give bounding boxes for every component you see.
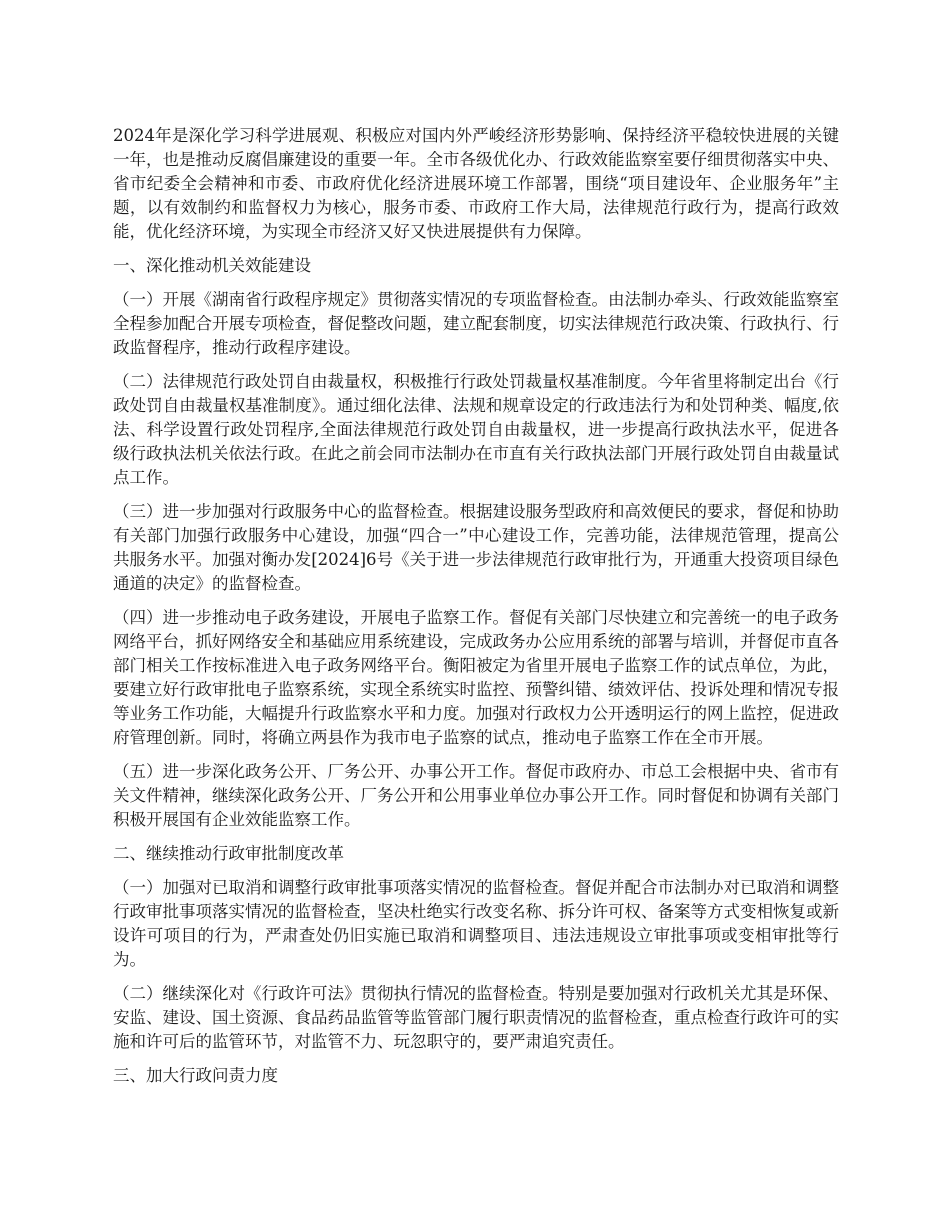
body-paragraph: （二）法律规范行政处罚自由裁量权，积极推行行政处罚裁量权基准制度。今年省里将制定出台《行政处罚自由裁量权基准制度》。通过细化法律、法规和规章设定的行政违法行为和处罚种类、幅度,依法、科学设置行政处罚程序,全面法律规范行政处罚自由裁量权，进一步提高行政执法水平，促进各级行政执法机关依法行政。在此之前会同市法制办在市直有关行政执法部门开展行政处罚自由裁量试点工作。	[113, 372, 839, 487]
document-page	[113, 124, 839, 1098]
section-heading-3: 三、加大行政问责力度	[113, 1066, 278, 1085]
body-paragraph: （一）加强对已取消和调整行政审批事项落实情况的监督检查。督促并配合市法制办对已取消和调整行政审批事项落实情况的监督检查，坚决杜绝实行改变名称、拆分许可权、备案等方式变相恢复或新设许可项目的行为，严肃查处仍旧实施已取消和调整项目、违法违规设立审批事项或变相审批等行为。	[113, 878, 839, 969]
section-heading-1: 一、深化推动机关效能建设	[113, 256, 311, 275]
body-paragraph: （五）进一步深化政务公开、厂务公开、办事公开工作。督促市政府办、市总工会根据中央、省市有关文件精神，继续深化政务公开、厂务公开和公用事业单位办事公开工作。同时督促和协调有关部门积极开展国有企业效能监察工作。	[113, 762, 839, 829]
intro-paragraph: 2024年是深化学习科学进展观、积极应对国内外严峻经济形势影响、保持经济平稳较快进展的关键一年，也是推动反腐倡廉建设的重要一年。全市各级优化办、行政效能监察室要仔细贯彻落实中央、省市纪委全会精神和市委、市政府优化经济进展环境工作部署，围绕“项目建设年、企业服务年”主题，以有效制约和监督权力为核心，服务市委、市政府工作大局，法律规范行政行为，提高行政效能，优化经济环境，为实现全市经济又好又快进展提供有力保障。	[113, 126, 839, 241]
section-heading-2: 二、继续推动行政审批制度改革	[113, 844, 344, 863]
body-paragraph: （一）开展《湖南省行政程序规定》贯彻落实情况的专项监督检查。由法制办牵头、行政效能监察室全程参加配合开展专项检查，督促整改问题，建立配套制度，切实法律规范行政决策、行政执行、行政监督程序，推动行政程序建设。	[113, 290, 839, 357]
body-paragraph: （二）继续深化对《行政许可法》贯彻执行情况的监督检查。特别是要加强对行政机关尤其是环保、安监、建设、国土资源、食品药品监管等监管部门履行职责情况的监督检查，重点检查行政许可的实施和许可后的监管环节，对监管不力、玩忽职守的，要严肃追究责任。	[113, 984, 839, 1051]
body-paragraph: （四）进一步推动电子政务建设，开展电子监察工作。督促有关部门尽快建立和完善统一的电子政务网络平台，抓好网络安全和基础应用系统建设，完成政务办公应用系统的部署与培训，并督促市直各部门相关工作按标准进入电子政务网络平台。衡阳被定为省里开展电子监察工作的试点单位，为此，要建立好行政审批电子监察系统，实现全系统实时监控、预警纠错、绩效评估、投诉处理和情况专报等业务工作功能，大幅提升行政监察水平和力度。加强对行政权力公开透明运行的网上监控，促进政府管理创新。同时，将确立两县作为我市电子监察的试点，推动电子监察工作在全市开展。	[113, 608, 839, 747]
body-paragraph: （三）进一步加强对行政服务中心的监督检查。根据建设服务型政府和高效便民的要求，督促和协助有关部门加强行政服务中心建设，加强“四合一”中心建设工作，完善功能，法律规范管理，提高公共服务水平。加强对衡办发[2024]6号《关于进一步法律规范行政审批行为，开通重大投资项目绿色通道的决定》的监督检查。	[113, 502, 839, 593]
